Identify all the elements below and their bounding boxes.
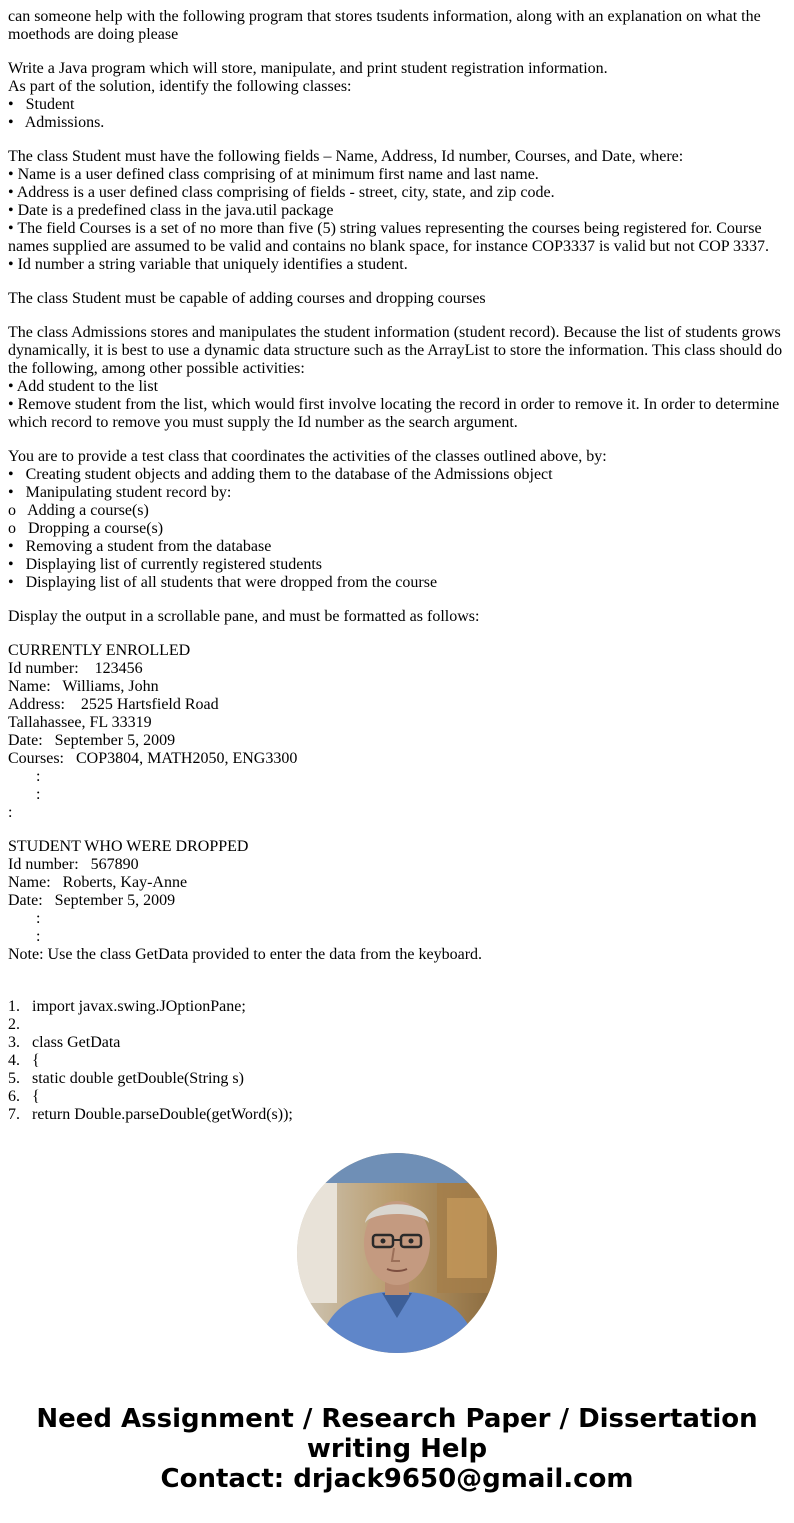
record-line: : — [8, 786, 41, 803]
footer-line: writing Help — [306, 1434, 488, 1464]
text-line: You are to provide a test class that coordinates the activities of the classes outlined above, by: — [8, 448, 607, 465]
paragraph-admissions — [8, 324, 786, 432]
list-item: • Displaying list of all students that were dropped from the course — [8, 574, 438, 591]
record-line: Id number: 567890 — [8, 856, 139, 873]
record-line: Name: Williams, John — [8, 678, 159, 695]
code-line: 7. return Double.parseDouble(getWord(s)); — [8, 1106, 293, 1123]
record-line: : — [8, 928, 41, 945]
record-line: : — [8, 768, 41, 785]
record-line: Tallahassee, FL 33319 — [8, 714, 152, 731]
list-item: • Creating student objects and adding them to the database of the Admissions object — [8, 466, 553, 483]
avatar — [297, 1153, 497, 1353]
enrolled-example — [8, 642, 786, 822]
list-item: • Student — [8, 96, 75, 113]
list-item: o Dropping a course(s) — [8, 520, 164, 537]
list-item: • Manipulating student record by: — [8, 484, 232, 501]
text-line: The class Student must have the following fields – Name, Address, Id number, Courses, and Date, where: — [8, 148, 684, 165]
record-line: Address: 2525 Hartsfield Road — [8, 696, 219, 713]
text-line: The class Admissions stores and manipulates the student information (student record). Because the list of students grows dynamically, it is best to use a dynamic data structure such as the ArrayList to store the information. This class should do the following, among other possible activities: — [8, 324, 783, 377]
section-heading: STUDENT WHO WERE DROPPED — [8, 838, 249, 855]
intro-text: can someone help with the following program that stores tsudents information, along with an explanation on what the moethods are doing please — [8, 8, 761, 43]
code-line: 3. class GetData — [8, 1034, 121, 1051]
intro-paragraph — [8, 8, 786, 44]
code-line: 2. — [8, 1016, 20, 1033]
list-item: • Add student to the list — [8, 378, 159, 395]
code-listing — [8, 998, 786, 1124]
text-line: Write a Java program which will store, manipulate, and print student registration information. — [8, 60, 608, 77]
section-heading: CURRENTLY ENROLLED — [8, 642, 191, 659]
record-line: Name: Roberts, Kay-Anne — [8, 874, 188, 891]
record-line: Date: September 5, 2009 — [8, 892, 176, 909]
paragraph-test-class — [8, 448, 786, 592]
portrait-photo-icon — [297, 1153, 497, 1353]
paragraph-program-description — [8, 60, 786, 132]
list-item: • Address is a user defined class comprising of fields - street, city, state, and zip code. — [8, 184, 555, 201]
text-line: The class Student must be capable of adding courses and dropping courses — [8, 290, 486, 307]
footer-banner — [0, 1404, 794, 1494]
list-item: • Remove student from the list, which would first involve locating the record in order to remove it. In order to determine which record to remove you must supply the Id number as the search argument. — [8, 396, 780, 431]
question-content — [8, 8, 786, 1124]
list-item: • Removing a student from the database — [8, 538, 272, 555]
paragraph-display-output — [8, 608, 786, 626]
list-item: o Adding a course(s) — [8, 502, 149, 519]
note-line: Note: Use the class GetData provided to enter the data from the keyboard. — [8, 946, 483, 963]
list-item: • Displaying list of currently registered students — [8, 556, 322, 573]
record-line: : — [8, 804, 13, 821]
list-item: • Name is a user defined class comprising of at minimum first name and last name. — [8, 166, 539, 183]
code-line: 6. { — [8, 1088, 40, 1105]
list-item: • The field Courses is a set of no more than five (5) string values representing the courses being registered for. Course names supplied are assumed to be valid and contains no blank space, for instance COP3337 is valid but not COP 3337. — [8, 220, 770, 255]
list-item: • Admissions. — [8, 114, 105, 131]
record-line: : — [8, 910, 41, 927]
list-item: • Id number a string variable that uniquely identifies a student. — [8, 256, 408, 273]
paragraph-student-capability — [8, 290, 786, 308]
record-line: Id number: 123456 — [8, 660, 143, 677]
paragraph-student-fields — [8, 148, 786, 274]
text-line: Display the output in a scrollable pane, and must be formatted as follows: — [8, 608, 480, 625]
code-line: 5. static double getDouble(String s) — [8, 1070, 244, 1087]
record-line: Date: September 5, 2009 — [8, 732, 176, 749]
footer-line: Need Assignment / Research Paper / Dissertation — [36, 1404, 758, 1434]
footer-contact: Contact: drjack9650@gmail.com — [160, 1464, 634, 1494]
code-line: 4. { — [8, 1052, 40, 1069]
dropped-example — [8, 838, 786, 964]
record-line: Courses: COP3804, MATH2050, ENG3300 — [8, 750, 298, 767]
list-item: • Date is a predefined class in the java.util package — [8, 202, 334, 219]
code-line: 1. import javax.swing.JOptionPane; — [8, 998, 246, 1015]
text-line: As part of the solution, identify the following classes: — [8, 78, 352, 95]
